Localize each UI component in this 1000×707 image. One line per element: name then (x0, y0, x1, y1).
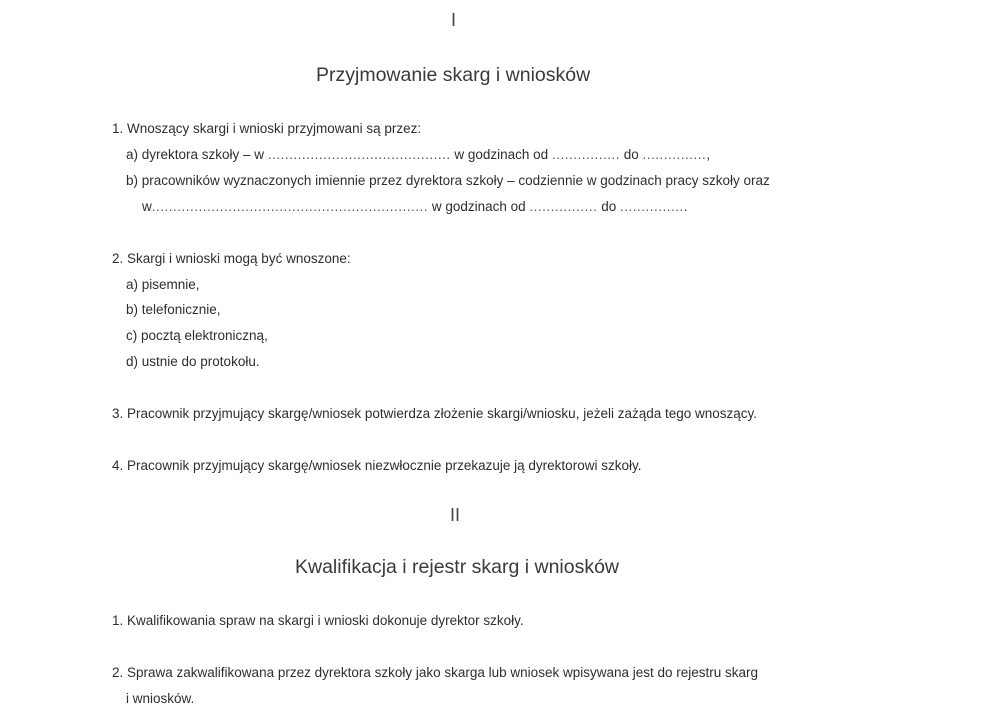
s2-item-2-line1: 2. Sprawa zakwalifikowana przez dyrektora szkoły jako skarga lub wniosek wpisywana jest do rejestru skarg (112, 665, 759, 680)
section-2-title: Kwalifikacja i rejestr skarg i wniosków (295, 556, 620, 578)
s1-item-2b: b) telefonicznie, (126, 302, 221, 317)
s1-item-2d: d) ustnie do protokołu. (126, 354, 260, 369)
s1-item-1b-mid: w godzinach od (431, 199, 526, 214)
section-1-title: Przyjmowanie skarg i wniosków (316, 64, 591, 86)
s1-item-2a: a) pisemnie, (126, 277, 200, 292)
s1-item-1a-mid: w godzinach od (454, 147, 549, 162)
fill-line: ................ (551, 147, 620, 162)
fill-line: ................................................................. (151, 199, 429, 214)
s2-item-2-line2: i wniosków. (126, 691, 195, 706)
s1-item-1b-do: do (601, 199, 617, 214)
s1-item-1a-do: do (623, 147, 639, 162)
fill-line: ............... (642, 147, 707, 162)
s1-item-1a (126, 147, 710, 162)
s1-item-1: 1. Wnoszący skargi i wnioski przyjmowani są przez: (112, 121, 422, 136)
fill-line: ............... (620, 199, 684, 214)
fill-line: ................ (529, 199, 598, 214)
section-1-numeral: I (451, 10, 457, 30)
s1-item-3: 3. Pracownik przyjmujący skargę/wniosek potwierdza złożenie skargi/wniosku, jeżeli zażąda tego wnoszący. (112, 406, 758, 421)
s1-item-2c: c) pocztą elektroniczną, (126, 328, 268, 343)
s2-item-1: 1. Kwalifikowania spraw na skargi i wnioski dokonuje dyrektor szkoły. (112, 613, 524, 628)
s1-item-1b-cont (142, 199, 688, 214)
s1-item-1a-end: , (706, 147, 711, 162)
s1-item-4: 4. Pracownik przyjmujący skargę/wniosek niezwłocznie przekazuje ją dyrektorowi szkoły. (112, 458, 642, 473)
section-2-numeral: II (450, 505, 461, 525)
s1-item-1a-label: a) dyrektora szkoły – w (126, 147, 265, 162)
s1-item-1b: b) pracowników wyznaczonych imiennie przez dyrektora szkoły – codziennie w godzinach pracy szkoły oraz (126, 173, 770, 188)
fill-line: ........................................... (267, 147, 451, 162)
s1-item-1b-end: . (683, 199, 688, 214)
s1-item-2: 2. Skargi i wnioski mogą być wnoszone: (112, 251, 351, 266)
s1-item-1b-label2: w (142, 199, 152, 214)
